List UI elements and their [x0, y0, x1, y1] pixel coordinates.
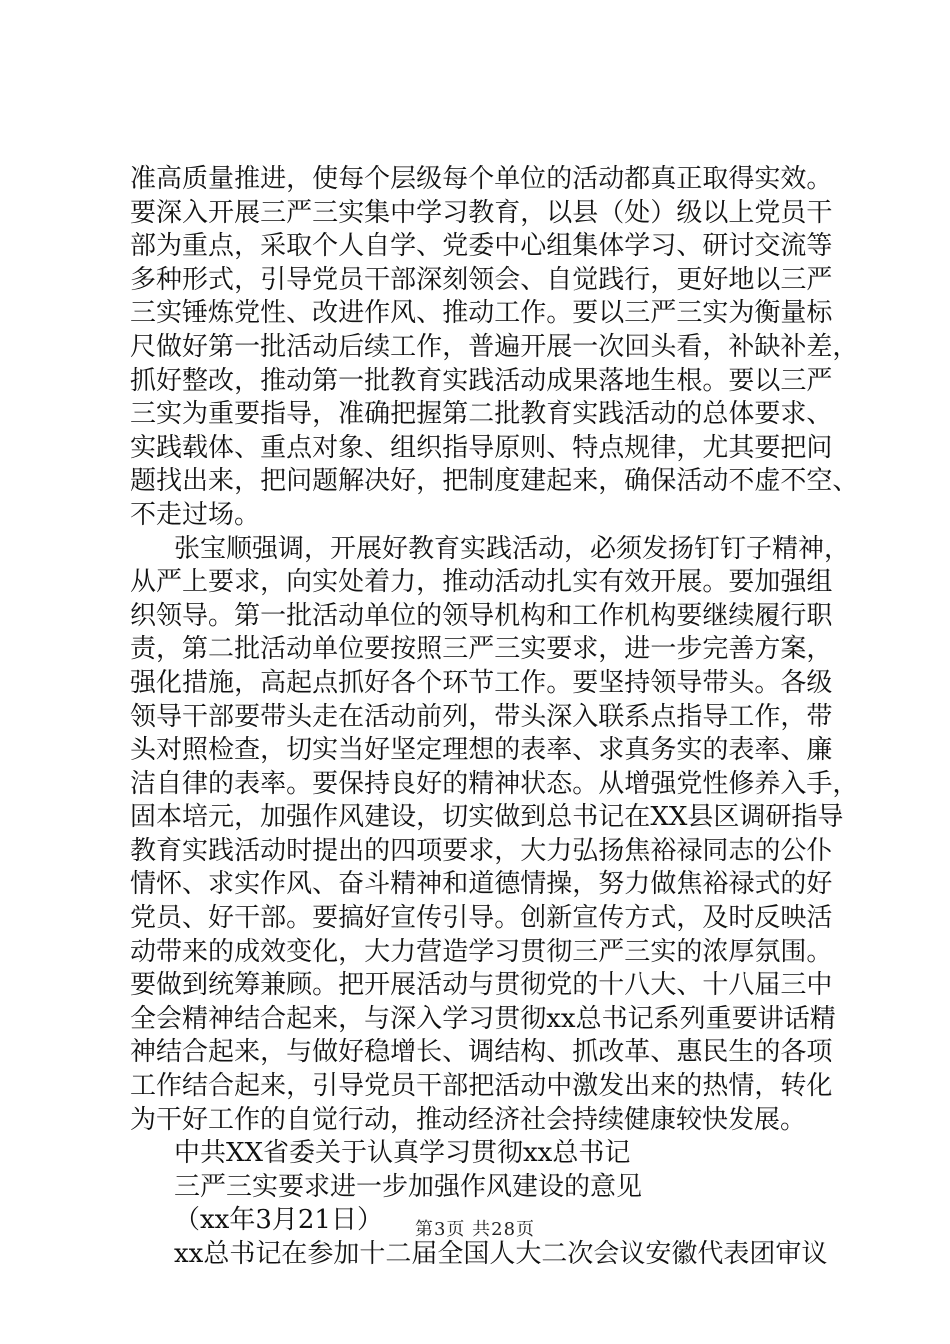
date-line: （xx年3月21日） — [174, 1205, 383, 1236]
heading-line: 三严三实要求进一步加强作风建设的意见 — [174, 1171, 643, 1202]
document-body — [130, 163, 859, 1272]
text-line: 强 化 措 施 ， 高 起 点 抓 好 各 个 环 节 工 作 。 要 坚 持 领 导 带 头 。 各 级 — [130, 667, 833, 698]
text-line: 准 高 质 量 推 进 ， 使 每 个 层 级 每 个 单 位 的 活 动 都 真 正 取 得 实 效 。 — [130, 164, 833, 194]
text-line: 教 育 实 践 活 动 时 提 出 的 四 项 要 求 ， 大 力 弘 扬 焦 裕 禄 同 志 的 公 仆 — [130, 835, 833, 866]
text-line: 头 对 照 检 查 ， 切 实 当 好 坚 定 理 想 的 表 率 、 求 真 务 实 的 表 率 、 廉 — [130, 735, 833, 766]
text-line: 党 员 、 好 干 部 。 要 搞 好 宣 传 引 导 。 创 新 宣 传 方 式 ， 及 时 反 映 活 — [130, 903, 833, 934]
text-line: 工 作 结 合 起 来 ， 引 导 党 员 干 部 把 活 动 中 激 发 出 来 的 热 情 ， 转 化 — [130, 1071, 833, 1102]
text-line: 部 为 重 点 ， 采 取 个 人 自 学 、 党 委 中 心 组 集 体 学 习 、 研 讨 交 流 等 — [130, 231, 833, 262]
text-line: 抓 好 整 改 ， 推 动 第 一 批 教 育 实 践 活 动 成 果 落 地 生 根 。 要 以 三 严 — [130, 365, 833, 396]
text-line: 织 领 导 。 第 一 批 活 动 单 位 的 领 导 机 构 和 工 作 机 构 要 继 续 履 行 职 — [130, 600, 833, 631]
text-line: 三 实 锤 炼 党 性 、 改 进 作 风 、 推 动 工 作 。 要 以 三 严 三 实 为 衡 量 标 — [130, 298, 833, 329]
text-line: 要 深 入 开 展 三 严 三 实 集 中 学 习 教 育 ， 以 县 （ 处 ） 级 以 上 党 员 干 — [130, 197, 833, 228]
text-line: 情 怀 、 求 实 作 风 、 奋 斗 精 神 和 道 德 情 操 ， 努 力 做 焦 裕 禄 式 的 好 — [130, 869, 833, 900]
paragraph-start-line: 张宝顺强调，开展好教育实践活动，必须发扬钉钉子精神， — [174, 533, 851, 564]
text-line: 洁 自 律 的 表 率 。 要 保 持 良 好 的 精 神 状 态 。 从 增 强 党 性 修 养 入 手 ， — [130, 768, 859, 799]
text-line: 从 严 上 要 求 ， 向 实 处 着 力 ， 推 动 活 动 扎 实 有 效 开 展 。 要 加 强 组 — [130, 567, 833, 598]
text-line: 全 会 精 神 结 合 起 来 ， 与 深 入 学 习 贯 彻 x x 总 书 记 系 列 重 要 讲 话 精 — [130, 1003, 836, 1034]
text-line: 为干好工作的自觉行动，推动经济社会持续健康较快发展。 — [130, 1104, 807, 1135]
heading-line: 中共XX省委关于认真学习贯彻xx总书记 — [174, 1138, 631, 1169]
text-line: 领 导 干 部 要 带 头 走 在 活 动 前 列 ， 带 头 深 入 联 系 点 指 导 工 作 ， 带 — [130, 701, 833, 732]
text-line: 题 找 出 来 ， 把 问 题 解 决 好 ， 把 制 度 建 起 来 ， 确 保 活 动 不 虚 不 空 、 — [130, 466, 859, 497]
paragraph-start-line: xx总书记在参加十二届全国人大二次会议安徽代表团审议 — [174, 1239, 828, 1269]
text-line: 多 种 形 式 ， 引 导 党 员 干 部 深 刻 领 会 、 自 觉 践 行 ， 更 好 地 以 三 严 — [130, 264, 833, 295]
page-footer: 第3页 共28页 — [414, 1219, 536, 1240]
text-line: 不走过场。 — [130, 499, 261, 530]
text-line: 责 ， 第 二 批 活 动 单 位 要 按 照 三 严 三 实 要 求 ， 进 一 步 完 善 方 案 ， — [130, 634, 833, 665]
text-line: 要 做 到 统 筹 兼 顾 。 把 开 展 活 动 与 贯 彻 党 的 十 八 大 、 十 八 届 三 中 — [130, 970, 833, 1001]
text-line: 尺 做 好 第 一 批 活 动 后 续 工 作 ， 普 遍 开 展 一 次 回 头 看 ， 补 缺 补 差 ， — [130, 331, 859, 362]
text-line: 固 本 培 元 ， 加 强 作 风 建 设 ， 切 实 做 到 总 书 记 在 X X 县 区 调 研 指 导 — [130, 802, 844, 833]
text-line: 实 践 载 体 、 重 点 对 象 、 组 织 指 导 原 则 、 特 点 规 律 ， 尤 其 要 把 问 — [130, 432, 833, 463]
text-line: 三 实 为 重 要 指 导 ， 准 确 把 握 第 二 批 教 育 实 践 活 动 的 总 体 要 求 、 — [130, 399, 833, 430]
text-line: 神 结 合 起 来 ， 与 做 好 稳 增 长 、 调 结 构 、 抓 改 革 、 惠 民 生 的 各 项 — [130, 1037, 833, 1068]
text-line: 动 带 来 的 成 效 变 化 ， 大 力 营 造 学 习 贯 彻 三 严 三 实 的 浓 厚 氛 围 。 — [130, 936, 833, 967]
